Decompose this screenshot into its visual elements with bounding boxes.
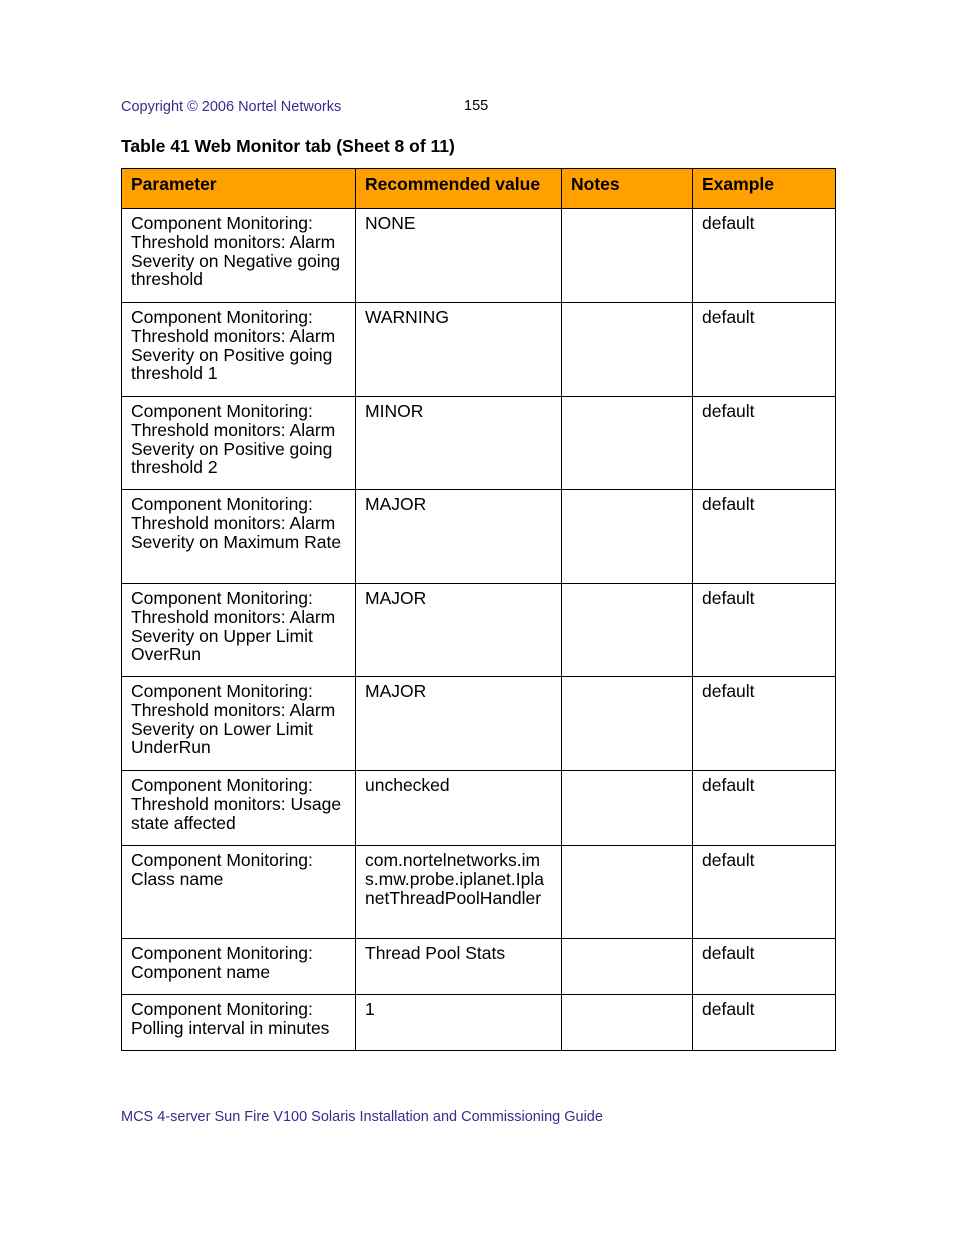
example-cell: default (693, 397, 836, 490)
notes-cell (562, 303, 693, 397)
recommended-value-cell: MINOR (356, 397, 562, 490)
example-cell: default (693, 677, 836, 771)
table-row (122, 397, 836, 490)
table-row (122, 939, 836, 995)
example-cell: default (693, 846, 836, 939)
recommended-value-cell: MAJOR (356, 677, 562, 771)
example-cell: default (693, 939, 836, 995)
table-row (122, 995, 836, 1051)
column-header-parameter: Parameter (122, 169, 356, 209)
table-row (122, 490, 836, 584)
notes-cell (562, 397, 693, 490)
example-cell: default (693, 771, 836, 846)
parameter-cell: Component Monitoring: Class name (122, 846, 356, 939)
parameter-cell: Component Monitoring: Threshold monitors: Usage state affected (122, 771, 356, 846)
page-number: 155 (464, 98, 489, 114)
parameter-cell: Component Monitoring: Component name (122, 939, 356, 995)
recommended-value-cell: com.nortelnetworks.ims.mw.probe.iplanet.IplanetThreadPoolHandler (356, 846, 562, 939)
parameter-cell: Component Monitoring: Threshold monitors: Alarm Severity on Positive going threshold 1 (122, 303, 356, 397)
footer-document-title: MCS 4-server Sun Fire V100 Solaris Installation and Commissioning Guide (121, 1109, 603, 1125)
recommended-value-cell: 1 (356, 995, 562, 1051)
notes-cell (562, 209, 693, 303)
notes-cell (562, 995, 693, 1051)
parameter-cell: Component Monitoring: Threshold monitors: Alarm Severity on Upper Limit OverRun (122, 584, 356, 677)
parameter-cell: Component Monitoring: Threshold monitors: Alarm Severity on Negative going threshold (122, 209, 356, 303)
notes-cell (562, 771, 693, 846)
example-cell: default (693, 995, 836, 1051)
table-row (122, 209, 836, 303)
parameter-cell: Component Monitoring: Threshold monitors: Alarm Severity on Lower Limit UnderRun (122, 677, 356, 771)
recommended-value-cell: NONE (356, 209, 562, 303)
notes-cell (562, 846, 693, 939)
notes-cell (562, 490, 693, 584)
table-row (122, 677, 836, 771)
table-row (122, 771, 836, 846)
parameter-cell: Component Monitoring: Threshold monitors: Alarm Severity on Positive going threshold 2 (122, 397, 356, 490)
column-header-recommended-value: Recommended value (356, 169, 562, 209)
parameter-cell: Component Monitoring: Polling interval in minutes (122, 995, 356, 1051)
notes-cell (562, 584, 693, 677)
table-caption: Table 41 Web Monitor tab (Sheet 8 of 11) (121, 136, 455, 156)
table-row (122, 303, 836, 397)
table-row (122, 584, 836, 677)
recommended-value-cell: unchecked (356, 771, 562, 846)
copyright-notice: Copyright © 2006 Nortel Networks (121, 99, 342, 115)
example-cell: default (693, 303, 836, 397)
example-cell: default (693, 490, 836, 584)
example-cell: default (693, 584, 836, 677)
recommended-value-cell: MAJOR (356, 490, 562, 584)
recommended-value-cell: WARNING (356, 303, 562, 397)
notes-cell (562, 939, 693, 995)
table-header-row (122, 169, 836, 209)
recommended-value-cell: Thread Pool Stats (356, 939, 562, 995)
column-header-notes: Notes (562, 169, 693, 209)
column-header-example: Example (693, 169, 836, 209)
example-cell: default (693, 209, 836, 303)
notes-cell (562, 677, 693, 771)
table-row (122, 846, 836, 939)
parameter-cell: Component Monitoring: Threshold monitors: Alarm Severity on Maximum Rate (122, 490, 356, 584)
recommended-value-cell: MAJOR (356, 584, 562, 677)
web-monitor-table (121, 168, 836, 1051)
